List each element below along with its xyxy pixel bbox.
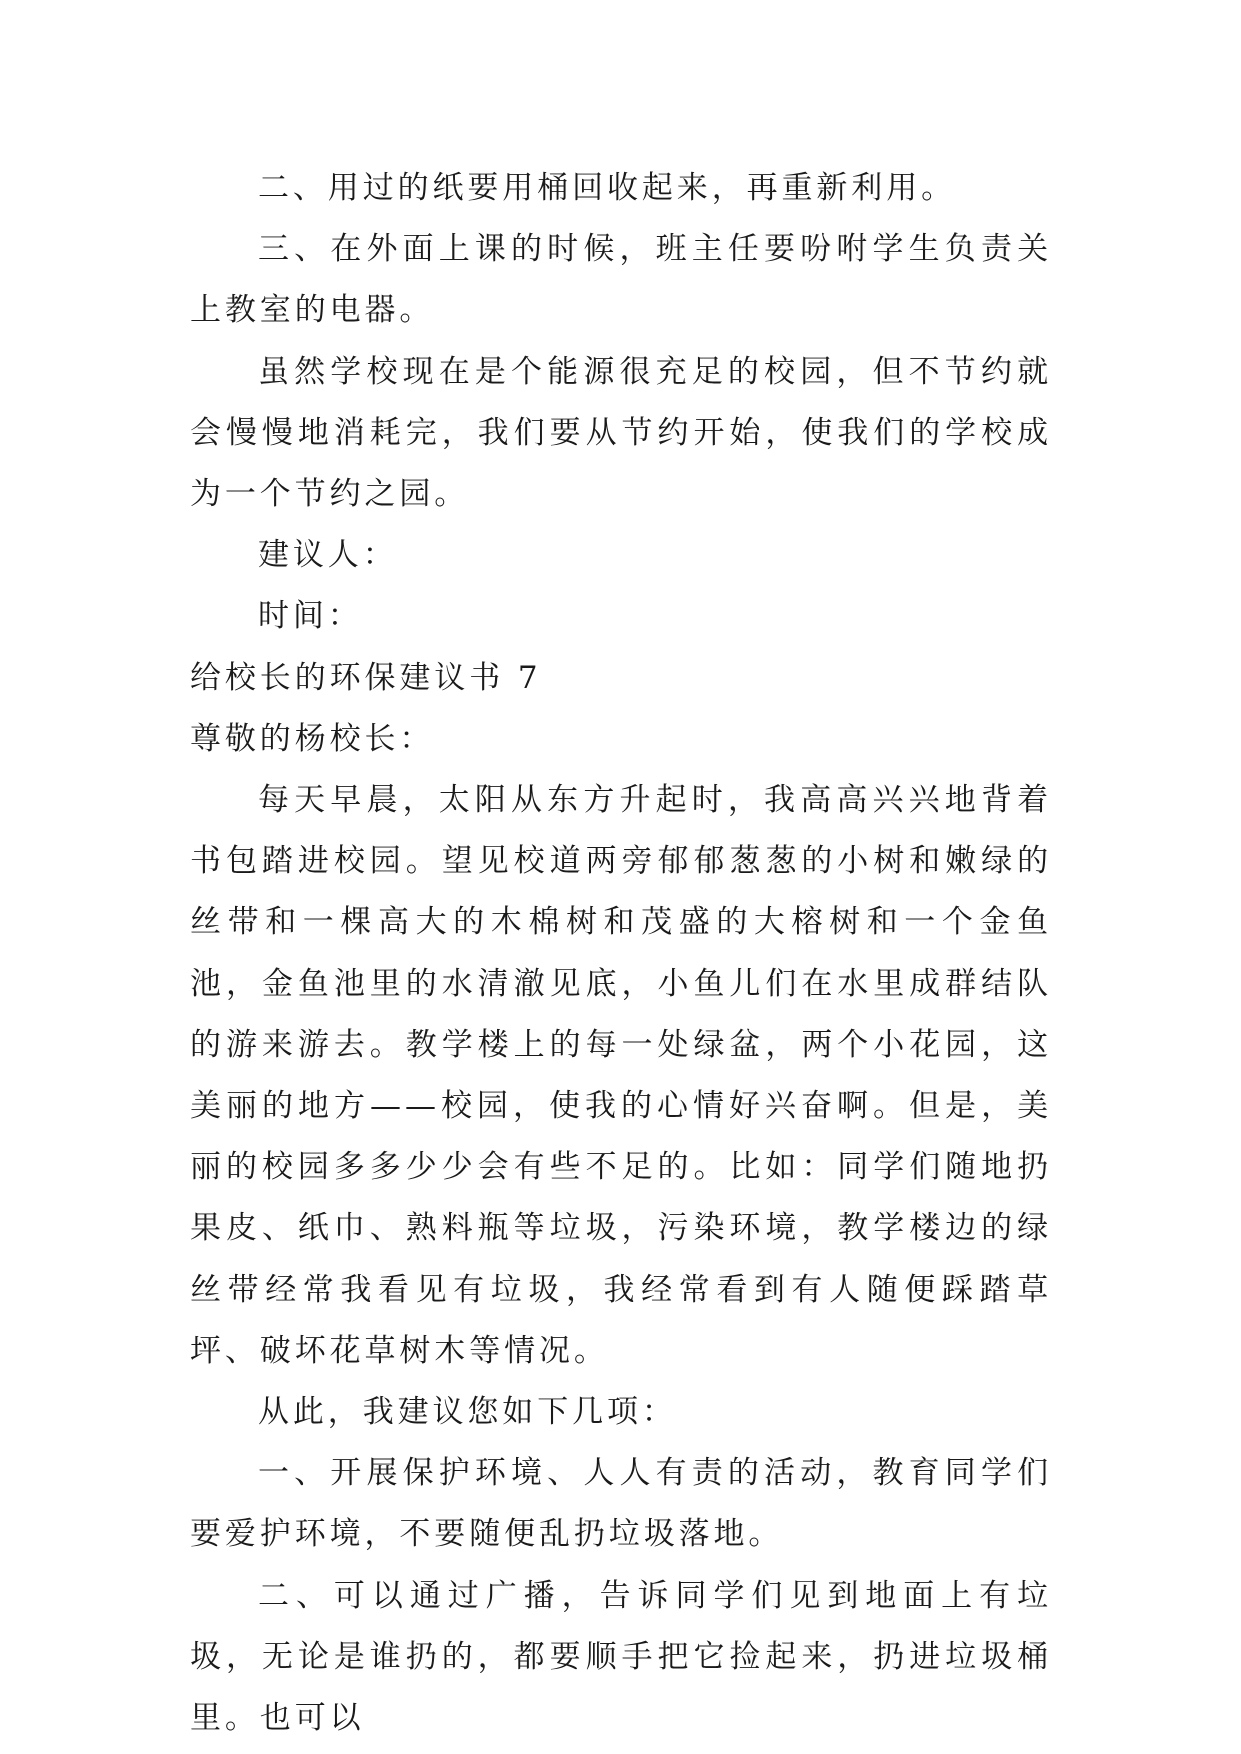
proposer-label: 建议人： [258, 537, 398, 574]
paragraph-turn-off-electrics: 三、在外面上课的时候，班主任要吩咐学生负责关上教室的电器。 [190, 231, 1052, 329]
section-title: 给校长的环保建议书 7 [190, 659, 542, 696]
paragraph-campus-description: 每天早晨，太阳从东方升起时，我高高兴兴地背着书包踏进校园。望见校道两旁郁郁葱葱的小树和嫩绿的丝带和一棵高大的木棉树和茂盛的大榕树和一个金鱼池，金鱼池里的水清澈见底，小鱼儿们在水里成群结队的游来游去。教学楼上的每一处绿盆，两个小花园，这美丽的地方——校园，使我的心情好兴奋啊。但是，美丽的校园多多少少会有些不足的。比如：同学们随地扔果皮、纸巾、熟料瓶等垃圾，污染环境，教学楼边的绿丝带经常我看见有垃圾，我经常看到有人随便踩踏草坪、破坏花草树木等情况。 [190, 782, 1052, 1369]
paragraph-suggestion-1: 一、开展保护环境、人人有责的活动，教育同学们要爱护环境，不要随便乱扔垃圾落地。 [190, 1455, 1052, 1553]
document-page [190, 158, 1052, 1749]
paragraph-suggestion-2: 二、可以通过广播，告诉同学们见到地面上有垃圾，无论是谁扔的，都要顺手把它捡起来，扔进垃圾桶里。也可以 [190, 1577, 1052, 1737]
paragraph-recycle-paper: 二、用过的纸要用桶回收起来，再重新利用。 [258, 170, 956, 206]
paragraph-suggestions-intro: 从此，我建议您如下几项： [258, 1394, 677, 1431]
paragraph-conserve-energy: 虽然学校现在是个能源很充足的校园，但不节约就会慢慢地消耗完，我们要从节约开始，使我们的学校成为一个节约之园。 [190, 353, 1052, 513]
date-label: 时间： [258, 598, 363, 635]
salutation: 尊敬的杨校长： [190, 720, 435, 757]
